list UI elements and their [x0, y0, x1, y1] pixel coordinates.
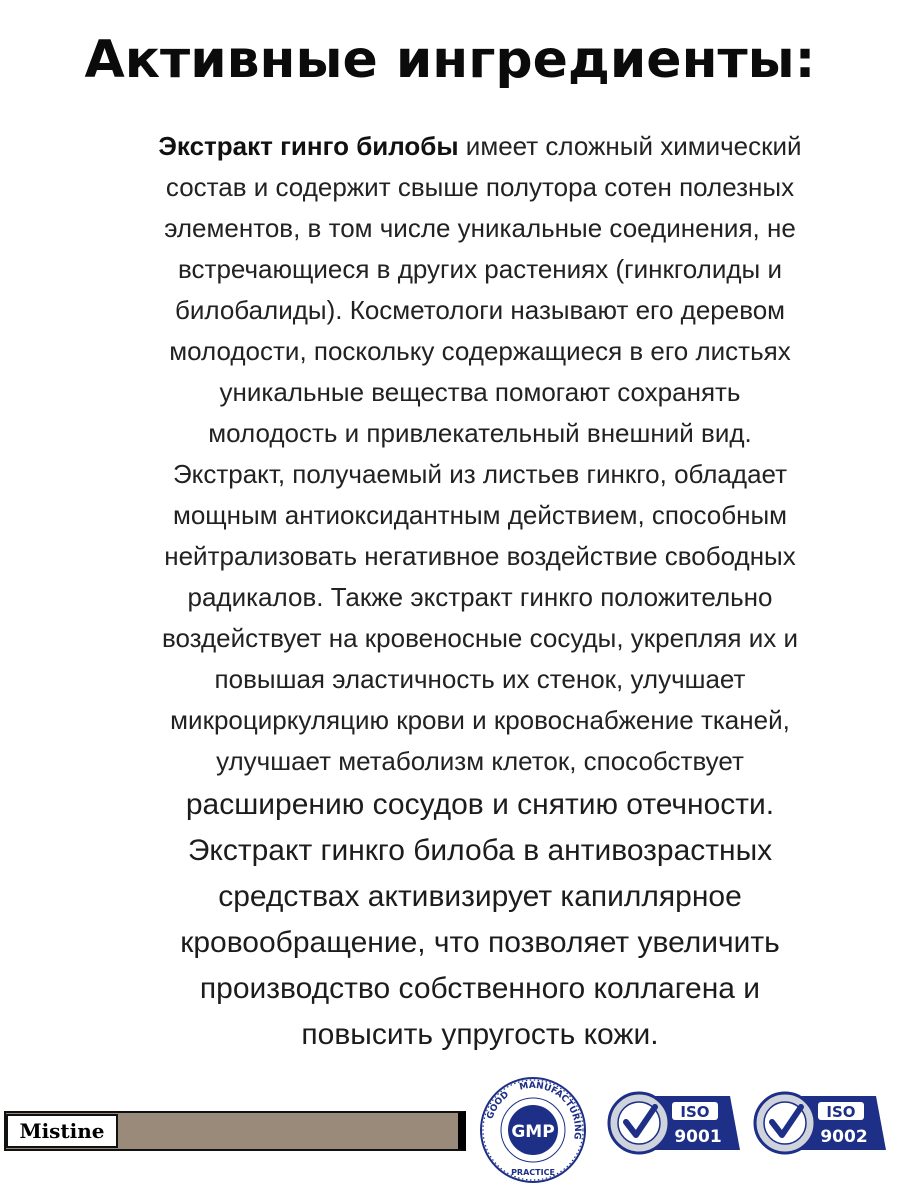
- text-line: воздействует на кровеносные сосуды, укрепляя их и: [161, 623, 799, 653]
- brand-logo: Mistine: [6, 1114, 118, 1148]
- text-line: [70, 126, 890, 167]
- text-line: уникальные вещества помогают сохранять: [219, 377, 741, 407]
- text-line: производство собственного коллагена и: [199, 972, 761, 1005]
- gmp-ring-top: MANUFACTURING: [518, 1080, 583, 1140]
- text-line: Экстракт гинкго билоба в антивозрастных: [187, 834, 773, 867]
- iso-label: ISO: [680, 1103, 710, 1121]
- text-line: радикалов. Также экстракт гинкго положительно: [187, 582, 773, 612]
- iso-9001-badge-icon: [606, 1090, 741, 1155]
- text-line: состав и содержит свыше полутора сотен полезных: [165, 172, 795, 202]
- text-line: повысить упругость кожи.: [301, 1018, 659, 1051]
- text-line: микроциркуляцию крови и кровоснабжение тканей,: [170, 705, 790, 735]
- gmp-seal-icon: [478, 1075, 588, 1185]
- gmp-ring-left: GOOD: [485, 1089, 512, 1121]
- iso-number: 9002: [820, 1127, 868, 1147]
- text-line: кровообращение, что позволяет увеличить: [180, 926, 780, 959]
- text-line: молодость и привлекательный внешний вид.: [208, 418, 752, 448]
- page-title: Активные ингредиенты:: [84, 30, 816, 90]
- text-fragment: имеет сложный химический: [458, 131, 802, 161]
- text-line: расширению сосудов и снятию отечности.: [185, 788, 775, 821]
- ingredient-name: Экстракт гинго билобы: [158, 131, 459, 161]
- text-line: элементов, в том числе уникальные соединения, не: [164, 213, 796, 243]
- text-line: встречающиеся в других растениях (гинкголиды и: [178, 254, 782, 284]
- text-line: повышая эластичность их стенок, улучшает: [214, 664, 746, 694]
- ingredients-description: [70, 126, 890, 1058]
- text-line: улучшает метаболизм клеток, способствует: [216, 746, 744, 776]
- iso-9002-badge-icon: [752, 1090, 887, 1155]
- text-line: молодости, поскольку содержащиеся в его листьях: [169, 336, 791, 366]
- text-line: мощным антиоксидантным действием, способным: [172, 500, 788, 530]
- gmp-center-text: GMP: [511, 1122, 555, 1142]
- gmp-ring-bottom: PRACTICE: [511, 1168, 555, 1177]
- iso-label: ISO: [826, 1103, 856, 1121]
- text-line: Экстракт, получаемый из листьев гинкго, обладает: [172, 459, 788, 489]
- text-line: средствах активизирует капиллярное: [218, 880, 742, 913]
- text-line: нейтрализовать негативное воздействие свободных: [164, 541, 796, 571]
- iso-number: 9001: [674, 1127, 722, 1147]
- text-line: билобалиды). Косметологи называют его деревом: [174, 295, 786, 325]
